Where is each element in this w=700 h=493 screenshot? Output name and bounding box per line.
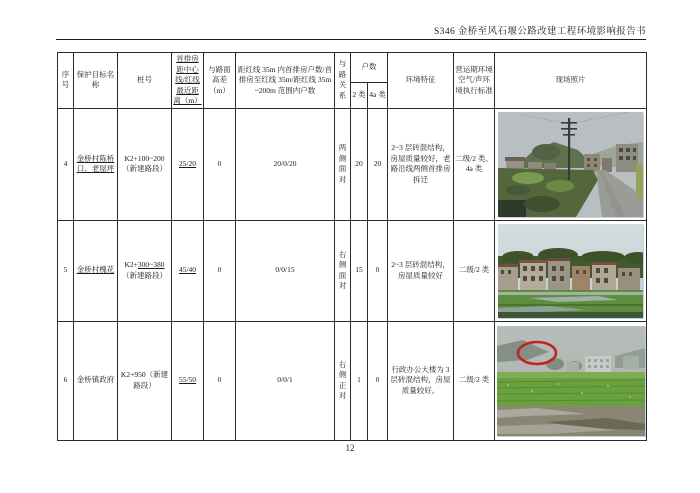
cell-operation-standard: 二级/2 类 [454,321,495,440]
cell-stake [118,108,172,220]
distance-value: 55/50 [178,375,197,385]
col-header-seq: 序号 [58,53,74,109]
village-road-photo [498,112,643,217]
table-row [58,220,647,321]
cell-site-photo [495,220,647,321]
col-header-front-row-distance: 首排房距中心线/红线最近距离（m） [172,53,204,109]
cell-env-features: 2~3 层砖混结构，房屋质量较好，老路沿线两侧首排房拆迁 [388,108,454,220]
cell-road-relation: 右侧正对 [335,321,351,440]
field-red-circle-photo [497,326,645,436]
cell-height-diff: 0 [204,321,236,440]
col-header-class2: 2 类 [351,83,368,108]
cell-class2: 1 [351,321,368,440]
col-header-stake: 桩号 [118,53,172,109]
col-header-household-count: 户数 [351,53,388,83]
stake-text: K2+ [124,260,138,269]
houses-paddy-photo [498,224,643,318]
cell-class4a: 20 [368,108,388,220]
site-photo-row6 [496,326,645,436]
cell-front-row-distance [172,108,204,220]
cell-name [74,108,118,220]
cell-seq: 4 [58,108,74,220]
col-header-class4a: 4a 类 [368,83,388,108]
cell-stake [118,220,172,321]
cell-households-in-range: 20/0/20 [236,108,335,220]
cell-height-diff: 0 [204,108,236,220]
cell-name [74,220,118,321]
col-header-env-features: 环境特征 [388,53,454,109]
cell-env-features: 行政办公大楼为 3 层砖混结构，房屋质量较好。 [388,321,454,440]
distance-value: 25/20 [178,158,197,168]
table-row [58,108,647,220]
cell-front-row-distance [172,220,204,321]
cell-road-relation: 右侧面对 [335,220,351,321]
site-photo-row5 [496,224,645,318]
target-name: 金桥村陈桥口、老屋坪 [76,153,115,173]
cell-households-in-range: 0/0/1 [236,321,335,440]
cell-seq: 5 [58,220,74,321]
stake-text: K2+950（新建路段） [120,370,169,390]
stake-text: K2+100~200（新建路段） [122,153,167,173]
cell-height-diff: 0 [204,220,236,321]
col-header-households-in-range: 距红线 35m 内首排房户数/首排房至红线 35m/距红线 35m~200m 范围内户数 [236,53,335,109]
page-number: 12 [345,443,355,453]
cell-class4a: 0 [368,220,388,321]
col-header-height-diff: 与路面高差（m） [204,53,236,109]
cell-env-features: 2~3 层砖混结构，房屋质量较好 [388,220,454,321]
cell-class2: 20 [351,108,368,220]
cell-front-row-distance [172,321,204,440]
cell-stake [118,321,172,440]
cell-class4a: 0 [368,321,388,440]
site-photo-row4 [496,112,645,217]
table-row [58,321,647,440]
distance-value: 45/40 [178,265,197,275]
target-name: 金桥镇政府 [76,375,115,385]
stake-suffix: （新建路段） [122,270,167,280]
col-header-name: 保护目标名称 [74,53,118,109]
target-name: 金桥村槐花 [76,265,115,275]
col-header-road-relation: 与路关系 [335,53,351,109]
cell-seq: 6 [58,321,74,440]
col-header-operation-standard: 营运期环境空气/声环境执行标准 [454,53,495,109]
stake-underlined: 300~380 [137,260,165,269]
header-rule [56,39,646,40]
report-title: S346 金桥至风石堰公路改建工程环境影响报告书 [433,27,646,37]
protection-targets-table [57,52,647,441]
cell-households-in-range: 0/0/15 [236,220,335,321]
col-header-site-photo: 现场照片 [495,53,647,109]
cell-operation-standard: 二级/2 类 [454,220,495,321]
cell-site-photo [495,321,647,440]
cell-road-relation: 两侧面对 [335,108,351,220]
cell-name [74,321,118,440]
cell-class2: 15 [351,220,368,321]
cell-operation-standard: 二级/2 类、4a 类 [454,108,495,220]
cell-site-photo [495,108,647,220]
